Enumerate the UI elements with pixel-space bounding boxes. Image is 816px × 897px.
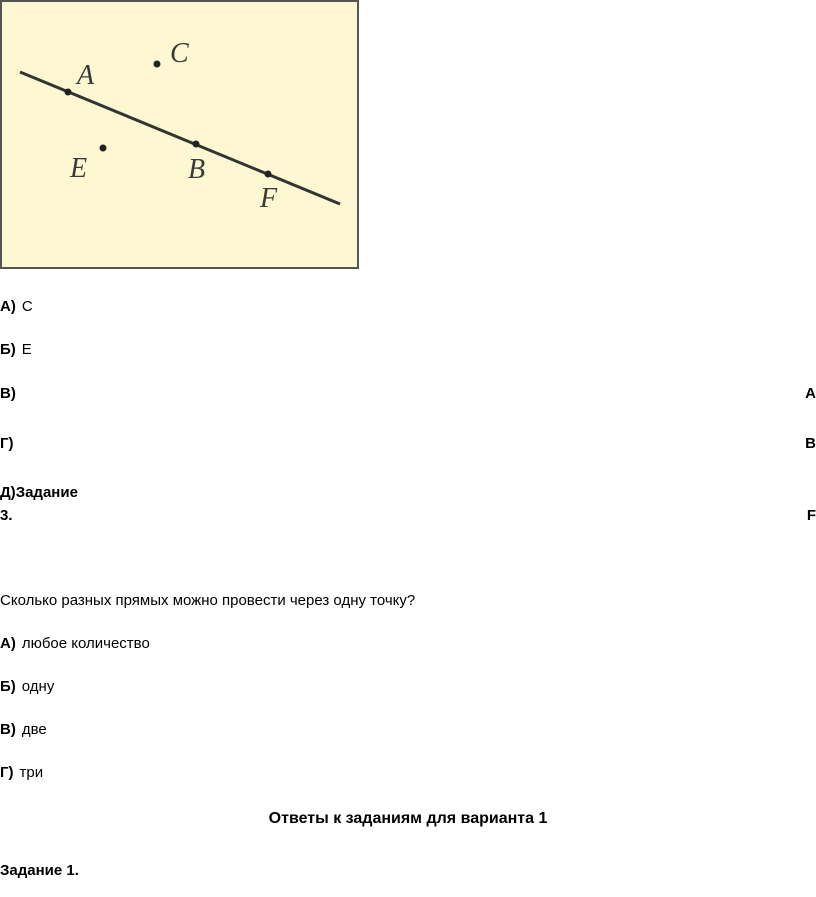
q3-option-v-text: две — [21, 721, 47, 738]
point-a — [65, 89, 72, 96]
option-a-text: С — [21, 298, 33, 315]
q3-option-a-text: любое количество — [21, 635, 150, 652]
option-g-text: В — [805, 435, 816, 452]
q3-option-b-label: Б) — [0, 678, 16, 695]
q3-option-b — [0, 678, 54, 696]
q3-option-v-label: В) — [0, 721, 16, 738]
label-f: F — [260, 183, 278, 214]
option-b — [0, 341, 32, 359]
option-v-text: А — [805, 385, 816, 402]
label-e: E — [70, 153, 88, 184]
label-c: C — [170, 38, 189, 69]
task-word: Задание — [15, 484, 78, 501]
point-f — [265, 171, 272, 178]
answers-title: Ответы к заданиям для варианта 1 — [268, 810, 548, 827]
option-d-text: F — [806, 507, 816, 524]
option-v-label: В) — [0, 385, 16, 402]
q3-option-g — [0, 764, 43, 782]
option-g-label: Г) — [0, 435, 14, 452]
geometry-figure — [0, 0, 360, 270]
option-d — [0, 484, 78, 502]
option-b-text: Е — [21, 341, 32, 358]
q3-option-b-text: одну — [21, 678, 55, 695]
option-b-label: Б) — [0, 341, 16, 358]
task-number: 3. — [0, 507, 13, 524]
option-d-label: Д) — [0, 484, 16, 501]
geometry-svg — [0, 0, 360, 270]
q3-option-a — [0, 635, 150, 653]
q3-option-v — [0, 721, 47, 739]
q3-option-g-label: Г) — [0, 764, 14, 781]
option-a — [0, 298, 33, 316]
point-b — [193, 141, 200, 148]
point-e — [100, 145, 107, 152]
answers-task1: Задание 1. — [0, 862, 79, 879]
question-text: Сколько разных прямых можно провести через одну точку? — [0, 592, 416, 609]
q3-option-g-text: три — [19, 764, 44, 781]
label-b: B — [188, 154, 206, 185]
label-a: A — [77, 60, 95, 91]
option-a-label: А) — [0, 298, 16, 315]
point-c — [154, 61, 161, 68]
q3-option-a-label: А) — [0, 635, 16, 652]
